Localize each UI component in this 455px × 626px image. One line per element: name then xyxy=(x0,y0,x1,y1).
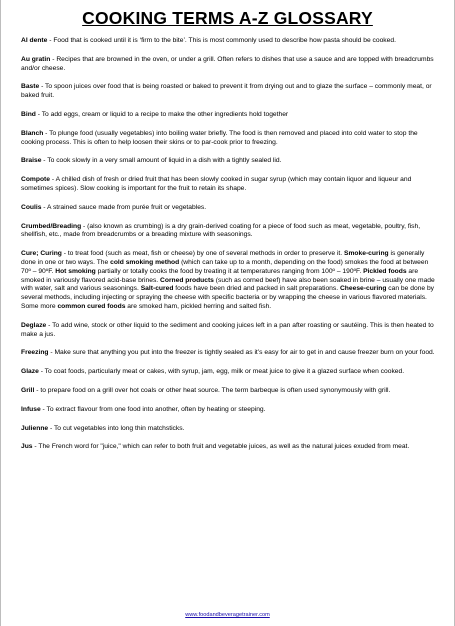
glossary-entry-crumbed-breading xyxy=(21,223,436,241)
entry-term: Crumbed/Breading xyxy=(21,222,82,230)
entry-definition: Recipes that are browned in the oven, or under a grill. Often refers to dishes that use a sauce and are topped with breadcrumbs and/or cheese. xyxy=(21,55,434,72)
entry-separator: - xyxy=(61,250,68,258)
entry-definition: To coat foods, particularly meat or cakes, with syrup, jam, egg, milk or meat juice to give it a glazed surface when cooked. xyxy=(44,368,405,376)
definition-fragment: are smoked in variously flavored acid-base brines. xyxy=(21,267,419,284)
entry-separator: - xyxy=(41,157,48,165)
entry-term: Blanch xyxy=(21,129,44,137)
entry-definition: to treat food (such as meat, fish or cheese) by one of several methods in order to preserve it. xyxy=(67,250,343,258)
entry-definition: (also known as crumbing) is a dry grain-derived coating for a piece of food such as meat, vegetable, poultry, fish, shellfish, etc., made from breadcrumbs or a breading mixture with seasonings. xyxy=(21,222,421,239)
definition-fragment: can be done by several methods, including injecting or spraying the cheese with specific bacteria or by wrapping the cheese in various flavored materials. Some more xyxy=(21,285,435,310)
entry-term: Al dente xyxy=(21,37,48,44)
entry-separator: - xyxy=(50,55,57,63)
entry-separator: - xyxy=(38,368,45,376)
entry-term: Deglaze xyxy=(21,321,47,329)
entry-term: Braise xyxy=(21,157,42,165)
entry-definition: Food that is cooked until it is ‘firm to the bite’. This is most commonly used to describe how pasta should be cooked. xyxy=(53,37,396,44)
entry-definition: To cut vegetables into long thin matchsticks. xyxy=(53,424,185,432)
glossary-entry-bind xyxy=(21,111,436,120)
entry-term: Cure; Curing xyxy=(21,250,62,258)
entry-term: Compote xyxy=(21,176,50,184)
bold-term: Hot smoking xyxy=(55,267,96,275)
entry-term: Bind xyxy=(21,110,36,118)
entry-definition: To plunge food (usually vegetables) into boiling water briefly. The food is then removed and placed into cold water to stop the cooking process. This is often to help loosen their skins or to par-cook prior to freezing. xyxy=(21,129,418,146)
entry-separator: - xyxy=(43,129,50,137)
glossary-entries xyxy=(21,37,436,462)
bold-term: common cured foods xyxy=(57,302,126,310)
entry-separator: - xyxy=(34,386,41,394)
definition-fragment: is generally done in one or two ways. The xyxy=(21,250,425,266)
page-title: COOKING TERMS A-Z GLOSSARY xyxy=(82,8,373,28)
glossary-entry-freezing xyxy=(21,349,436,358)
entry-separator: - xyxy=(48,349,55,357)
entry-definition: Make sure that anything you put into the freezer is tightly sealed as it’s easy for air to get in and cause freezer burn on your food. xyxy=(54,349,435,357)
entry-term: Julienne xyxy=(21,424,49,432)
entry-term: Grill xyxy=(21,386,35,394)
entry-separator: - xyxy=(41,203,48,211)
bold-term: Pickled foods xyxy=(363,267,407,275)
bold-term: Smoke-curing xyxy=(344,250,389,258)
entry-term: Freezing xyxy=(21,349,49,357)
definition-fragment: partially or totally cooks the food by treating it at temperatures ranging from 100º – 190ºF. xyxy=(95,267,364,275)
bold-term: cold smoking method xyxy=(110,258,180,266)
entry-definition: To add wine, stock or other liquid to the sediment and cooking juices left in a pan after roasting or sautéing. This is then heated to make a jus. xyxy=(21,321,434,338)
entry-separator: - xyxy=(48,424,54,432)
entry-definition: A chilled dish of fresh or dried fruit that has been slowly cooked in sugar syrup (which may contain liquor and liqueur and sometimes spices). Slow cooking is important for the fruit to retain its shape. xyxy=(21,176,412,192)
glossary-entry-al-dente xyxy=(21,37,436,46)
entry-separator: - xyxy=(35,110,42,118)
entry-separator: - xyxy=(40,405,47,413)
entry-term: Baste xyxy=(21,83,40,91)
glossary-entry-au-gratin xyxy=(21,56,436,74)
glossary-entry-cure-curing xyxy=(21,250,436,312)
entry-definition: To add eggs, cream or liquid to a recipe to make the other ingredients hold together xyxy=(41,110,289,118)
entry-separator: - xyxy=(49,176,56,184)
glossary-entry-deglaze xyxy=(21,322,436,340)
entry-definition: A strained sauce made from purée fruit or vegetables. xyxy=(47,203,207,211)
definition-fragment: (such as corned beef) have also been soaked in brine – usually one made with water, salt and various seasonings. xyxy=(21,276,435,293)
entry-term: Infuse xyxy=(21,405,41,413)
entry-definition: To extract flavour from one food into another, often by heating or steeping. xyxy=(46,405,266,413)
definition-fragment: (which can take up to a month, depending on the food) smokes the food at between 70º – 90ºF. xyxy=(21,258,429,275)
entry-term: Jus xyxy=(21,443,33,451)
definition-fragment: foods have been dried and packed in salt preparations. xyxy=(173,285,340,293)
entry-term: Glaze xyxy=(21,368,39,376)
glossary-entry-julienne xyxy=(21,425,436,434)
glossary-entry-compote xyxy=(21,176,436,194)
entry-term: Au gratin xyxy=(21,55,51,63)
entry-term: Coulis xyxy=(21,203,42,211)
glossary-entry-grill xyxy=(21,387,436,396)
entry-definition-extra xyxy=(21,250,435,310)
glossary-entry-baste xyxy=(21,83,436,101)
entry-definition: To spoon juices over food that is being roasted or baked to prevent it from drying out and to glaze the surface – commonly meat, or baked fruit. xyxy=(21,83,432,100)
glossary-entry-infuse xyxy=(21,406,436,415)
glossary-entry-jus xyxy=(21,443,436,452)
glossary-entry-coulis xyxy=(21,204,436,213)
glossary-entry-glaze xyxy=(21,368,436,377)
entry-definition: to prepare food on a grill over hot coals or other heat source. The term barbeque is often used synonymously with grill. xyxy=(40,386,391,394)
entry-definition: The French word for "juice," which can refer to both fruit and vegetable juices, as well as the natural juices exuded from meat. xyxy=(38,443,410,451)
footer-website-link[interactable]: www.foodandbeveragetrainer.com xyxy=(185,612,270,618)
entry-separator: - xyxy=(39,83,46,91)
entry-separator: - xyxy=(46,321,53,329)
bold-term: Cheese-curing xyxy=(339,285,387,293)
bold-term: Salt-cured xyxy=(140,285,174,293)
definition-fragment: are smoked ham, pickled herring and salted fish. xyxy=(125,302,272,310)
bold-term: Corned products xyxy=(160,276,214,284)
glossary-entry-blanch xyxy=(21,130,436,148)
entry-definition: To cook slowly in a very small amount of liquid in a dish with a tightly sealed lid. xyxy=(47,157,282,165)
entry-separator: - xyxy=(81,222,88,230)
entry-separator: - xyxy=(47,37,54,44)
entry-separator: - xyxy=(32,443,39,451)
glossary-entry-braise xyxy=(21,157,436,166)
